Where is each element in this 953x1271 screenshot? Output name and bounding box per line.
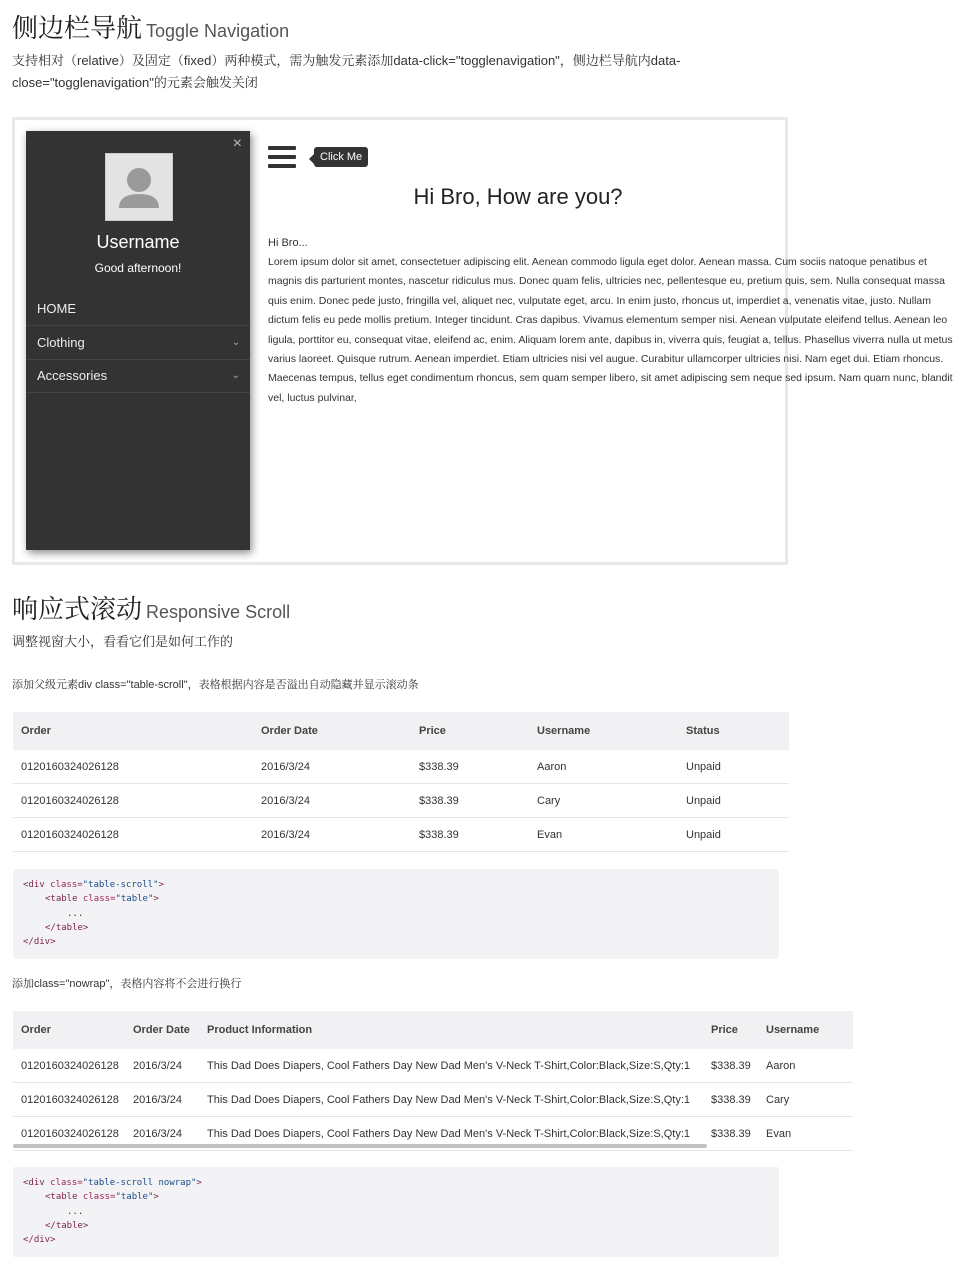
section-description: 调整视窗大小，看看它们是如何工作的: [12, 634, 234, 649]
table-row: [13, 818, 789, 852]
table-scroll-container: [13, 712, 789, 852]
table-cell: 2016/3/24: [125, 1083, 199, 1117]
sidebar-item-clothing[interactable]: [26, 326, 250, 360]
column-header: Order Date: [253, 712, 411, 750]
column-header: Status: [678, 712, 789, 750]
column-header: Username: [758, 1011, 853, 1049]
sidebar-item-accessories[interactable]: [26, 359, 250, 393]
description-line-2: close="togglenavigation"的元素会触发关闭: [12, 75, 258, 90]
table-cell: $338.39: [411, 750, 529, 784]
code-line: </table>: [45, 922, 89, 933]
paragraph-line: vel, luctus pulvinar,: [268, 391, 357, 404]
table-cell: 0120160324026128: [13, 784, 253, 818]
table-row: [13, 1049, 853, 1083]
paragraph-line: Lorem ipsum dolor sit amet, consectetuer adipiscing elit. Aenean commodo ligula eget dolor. Aenean massa. Cum sociis natoque penatibus et: [268, 256, 927, 268]
paragraph-line: dictum felis eu pede mollis pretium. Integer tincidunt. Cras dapibus. Vivamus elementum semper nisi. Aenean vulputate eleifend tellus. Aenean leo: [268, 314, 948, 327]
table-row: [13, 750, 789, 784]
table-row: [13, 784, 789, 818]
table-cell: Unpaid: [678, 784, 789, 818]
code-line: ...: [67, 1206, 84, 1217]
column-header: Order: [13, 1011, 125, 1049]
table-header-row: [13, 712, 789, 750]
table-cell: $338.39: [411, 784, 529, 818]
table-cell: 0120160324026128: [13, 1049, 125, 1083]
toggle-navigation-demo: [12, 117, 953, 565]
content-heading: Hi Bro, How are you?: [413, 184, 623, 209]
code-line: ...: [67, 908, 84, 919]
table-cell: 2016/3/24: [125, 1049, 199, 1083]
content-greeting: Hi Bro...: [268, 237, 308, 249]
code-sample-table-scroll: [13, 869, 779, 959]
column-header: Price: [411, 712, 529, 750]
section-title-toggle-navigation: [12, 8, 289, 45]
table-cell: $338.39: [703, 1117, 758, 1151]
avatar: [105, 153, 173, 221]
sidebar-item-label: HOME: [37, 301, 76, 316]
table-cell: Evan: [529, 818, 678, 852]
sidebar-item-label: Clothing: [37, 335, 85, 350]
horizontal-scrollbar[interactable]: [13, 1144, 707, 1148]
table-cell: 0120160324026128: [13, 750, 253, 784]
orders-table: [13, 712, 789, 852]
description-line-1: 支持相对（relative）及固定（fixed）两种模式，需为触发元素添加data-click="togglenavigation"，侧边栏导航内data-: [12, 53, 681, 68]
section-subtitle: Toggle Navigation: [146, 21, 290, 41]
sidebar-item-label: Accessories: [37, 368, 108, 383]
section-subtitle: Responsive Scroll: [146, 602, 291, 622]
section-title-cn: 侧边栏导航: [12, 13, 143, 43]
table-cell: Cary: [529, 784, 678, 818]
column-header: Username: [529, 712, 678, 750]
code-line: </div>: [23, 937, 56, 948]
greeting-text: Good afternoon!: [94, 261, 182, 275]
paragraph-line: ligula, porttitor eu, consequat vitae, eleifend ac, enim. Aliquam lorem ante, dapibus in, viverra quis, feugiat a, tellus. Phasellus viverra nulla ut metus: [268, 333, 953, 346]
column-header: Order Date: [125, 1011, 199, 1049]
hamburger-menu-icon[interactable]: [268, 146, 296, 170]
code-line: <div class="table-scroll nowrap">: [23, 1178, 202, 1188]
sidebar-navigation: [26, 131, 250, 550]
table-cell: Aaron: [529, 750, 678, 784]
chevron-down-icon: ⌄: [231, 337, 240, 348]
code-line: </table>: [45, 1220, 89, 1231]
table-scroll-nowrap-container: [13, 1011, 820, 1150]
code-line: <div class="table-scroll">: [23, 880, 164, 890]
table-row: [13, 1083, 853, 1117]
click-me-tooltip: Click Me: [314, 147, 368, 167]
table-cell: 2016/3/24: [253, 750, 411, 784]
table-cell: 0120160324026128: [13, 1083, 125, 1117]
products-table: [13, 1011, 853, 1151]
section-description: [12, 50, 792, 94]
code-line: <table class="table">: [45, 1192, 159, 1203]
table-cell: This Dad Does Diapers, Cool Fathers Day New Dad Men's V-Neck T-Shirt,Color:Black,Size:S,Qty:1: [199, 1117, 703, 1151]
table-cell: Unpaid: [678, 750, 789, 784]
table-cell: 0120160324026128: [13, 1117, 125, 1151]
paragraph-line: quis enim. Donec pede justo, fringilla vel, aliquet nec, vulputate eget, arcu. In enim justo, rhoncus ut, imperdiet a, venenatis vitae, justo. Nullam: [268, 294, 932, 307]
nowrap-note: 添加class="nowrap"，表格内容将不会进行换行: [12, 978, 242, 990]
table-cell: $338.39: [703, 1083, 758, 1117]
table-cell: 2016/3/24: [253, 784, 411, 818]
table-cell: 0120160324026128: [13, 818, 253, 852]
username: Username: [96, 232, 180, 252]
table-cell: $338.39: [411, 818, 529, 852]
table-cell: Unpaid: [678, 818, 789, 852]
user-icon: [106, 154, 172, 220]
table-cell: This Dad Does Diapers, Cool Fathers Day New Dad Men's V-Neck T-Shirt,Color:Black,Size:S,Qty:1: [199, 1049, 703, 1083]
section-title-responsive-scroll: [12, 589, 290, 626]
close-icon[interactable]: ×: [232, 135, 242, 152]
code-line: <table class="table">: [45, 894, 159, 905]
table-cell: Evan: [758, 1117, 853, 1151]
column-header: Price: [703, 1011, 758, 1049]
content-paragraph: [268, 253, 953, 423]
table-scroll-note: 添加父级元素div class="table-scroll"，表格根据内容是否溢出自动隐藏并显示滚动条: [12, 679, 419, 691]
table-cell: This Dad Does Diapers, Cool Fathers Day New Dad Men's V-Neck T-Shirt,Color:Black,Size:S,Qty:1: [199, 1083, 703, 1117]
sidebar-item-home[interactable]: [26, 292, 250, 326]
table-cell: Aaron: [758, 1049, 853, 1083]
chevron-down-icon: ⌄: [231, 370, 240, 381]
code-sample-nowrap: [13, 1167, 779, 1257]
table-cell: Cary: [758, 1083, 853, 1117]
paragraph-line: Maecenas tempus, tellus eget condimentum rhoncus, sem quam semper libero, sit amet adipiscing sem neque sed ipsum. Nam quam nunc, blandit: [268, 372, 953, 385]
paragraph-line: varius laoreet. Quisque rutrum. Aenean imperdiet. Etiam ultricies nisi vel augue. Curabitur ullamcorper ultricies nisi. Nam eget dui. Etiam rhoncus.: [268, 353, 944, 366]
table-cell: 2016/3/24: [253, 818, 411, 852]
column-header: Order: [13, 712, 253, 750]
table-cell: 2016/3/24: [125, 1117, 199, 1151]
section-title-cn: 响应式滚动: [12, 594, 143, 624]
table-header-row: [13, 1011, 853, 1049]
table-cell: $338.39: [703, 1049, 758, 1083]
paragraph-line: magnis dis parturient montes, nascetur ridiculus mus. Donec quam felis, ultricies nec, pellentesque eu, pretium quis, sem. Nulla consequat massa: [268, 275, 945, 288]
column-header: Product Information: [199, 1011, 703, 1049]
code-line: </div>: [23, 1235, 56, 1246]
